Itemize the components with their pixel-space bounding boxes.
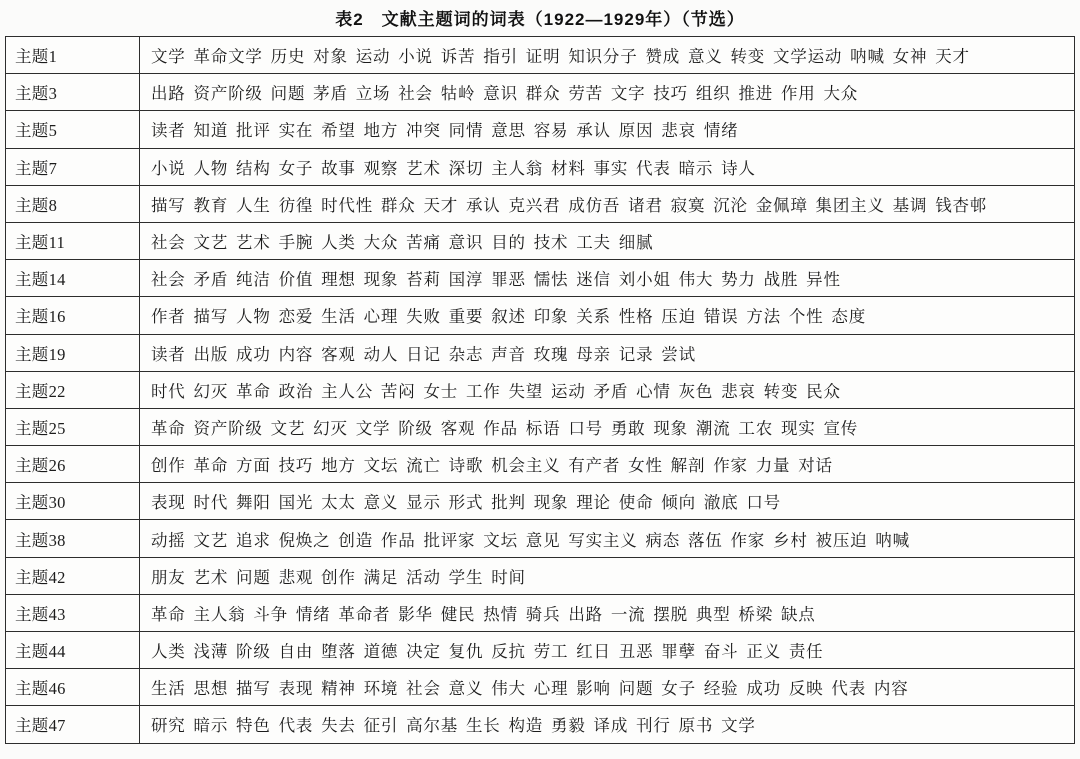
topic-label: 主题19: [6, 334, 140, 371]
table-row: [6, 632, 1075, 669]
topic-words: 读者 知道 批评 实在 希望 地方 冲突 同情 意思 容易 承认 原因 悲哀 情绪: [140, 111, 1075, 148]
table-row: [6, 408, 1075, 445]
topic-words: 动摇 文艺 追求 倪焕之 创造 作品 批评家 文坛 意见 写实主义 病态 落伍 作家 乡村 被压迫 呐喊: [140, 520, 1075, 557]
table-row: [6, 334, 1075, 371]
topic-words: 文学 革命文学 历史 对象 运动 小说 诉苦 指引 证明 知识分子 赞成 意义 转变 文学运动 呐喊 女神 天才: [140, 37, 1075, 74]
topic-label: 主题30: [6, 483, 140, 520]
table-title: 表2 文献主题词的词表（1922—1929年）（节选）: [335, 10, 745, 29]
topic-label: 主题11: [6, 222, 140, 259]
topic-words: 作者 描写 人物 恋爱 生活 心理 失败 重要 叙述 印象 关系 性格 压迫 错误 方法 个性 态度: [140, 297, 1075, 334]
table-row: [6, 222, 1075, 259]
table-row: [6, 557, 1075, 594]
topic-words: 读者 出版 成功 内容 客观 动人 日记 杂志 声音 玫瑰 母亲 记录 尝试: [140, 334, 1075, 371]
topic-words: 生活 思想 描写 表现 精神 环境 社会 意义 伟大 心理 影响 问题 女子 经验 成功 反映 代表 内容: [140, 669, 1075, 706]
topic-label: 主题42: [6, 557, 140, 594]
table-row: [6, 185, 1075, 222]
topic-words: 创作 革命 方面 技巧 地方 文坛 流亡 诗歌 机会主义 有产者 女性 解剖 作家 力量 对话: [140, 446, 1075, 483]
table-row: [6, 260, 1075, 297]
topic-words: 研究 暗示 特色 代表 失去 征引 高尔基 生长 构造 勇毅 译成 刊行 原书 文学: [140, 706, 1075, 743]
topic-label: 主题1: [6, 37, 140, 74]
topic-words: 时代 幻灭 革命 政治 主人公 苦闷 女士 工作 失望 运动 矛盾 心情 灰色 悲哀 转变 民众: [140, 371, 1075, 408]
topic-words: 小说 人物 结构 女子 故事 观察 艺术 深切 主人翁 材料 事实 代表 暗示 诗人: [140, 148, 1075, 185]
topic-label: 主题38: [6, 520, 140, 557]
topic-label: 主题8: [6, 185, 140, 222]
table-row: [6, 297, 1075, 334]
table-row: [6, 669, 1075, 706]
topic-label: 主题25: [6, 408, 140, 445]
topic-words: 描写 教育 人生 彷徨 时代性 群众 天才 承认 克兴君 成仿吾 诸君 寂寞 沉沦 金佩璋 集团主义 基调 钱杏邨: [140, 185, 1075, 222]
topic-label: 主题43: [6, 594, 140, 631]
topic-words: 朋友 艺术 问题 悲观 创作 满足 活动 学生 时间: [140, 557, 1075, 594]
topic-label: 主题5: [6, 111, 140, 148]
table-row: [6, 594, 1075, 631]
topic-words: 表现 时代 舞阳 国光 太太 意义 显示 形式 批判 现象 理论 使命 倾向 澈底 口号: [140, 483, 1075, 520]
topic-label: 主题22: [6, 371, 140, 408]
topic-words: 人类 浅薄 阶级 自由 堕落 道德 决定 复仇 反抗 劳工 红日 丑恶 罪孽 奋斗 正义 责任: [140, 632, 1075, 669]
topics-table: [5, 36, 1075, 744]
topic-label: 主题46: [6, 669, 140, 706]
topic-label: 主题14: [6, 260, 140, 297]
table-row: [6, 483, 1075, 520]
table-row: [6, 74, 1075, 111]
table-row: [6, 446, 1075, 483]
topic-label: 主题16: [6, 297, 140, 334]
table-row: [6, 111, 1075, 148]
table-row: [6, 706, 1075, 743]
topics-table-body: [6, 37, 1075, 744]
topic-words: 革命 资产阶级 文艺 幻灭 文学 阶级 客观 作品 标语 口号 勇敢 现象 潮流 工农 现实 宣传: [140, 408, 1075, 445]
topic-words: 出路 资产阶级 问题 茅盾 立场 社会 牯岭 意识 群众 劳苦 文字 技巧 组织 推进 作用 大众: [140, 74, 1075, 111]
table-row: [6, 148, 1075, 185]
table-row: [6, 520, 1075, 557]
topic-label: 主题7: [6, 148, 140, 185]
topic-label: 主题26: [6, 446, 140, 483]
topic-words: 社会 文艺 艺术 手腕 人类 大众 苦痛 意识 目的 技术 工夫 细腻: [140, 222, 1075, 259]
topic-label: 主题44: [6, 632, 140, 669]
topic-label: 主题47: [6, 706, 140, 743]
topic-label: 主题3: [6, 74, 140, 111]
table-row: [6, 371, 1075, 408]
topic-words: 革命 主人翁 斗争 情绪 革命者 影华 健民 热情 骑兵 出路 一流 摆脱 典型 桥梁 缺点: [140, 594, 1075, 631]
topic-words: 社会 矛盾 纯洁 价值 理想 现象 苔莉 国淳 罪恶 懦怯 迷信 刘小姐 伟大 势力 战胜 异性: [140, 260, 1075, 297]
table-row: [6, 37, 1075, 74]
